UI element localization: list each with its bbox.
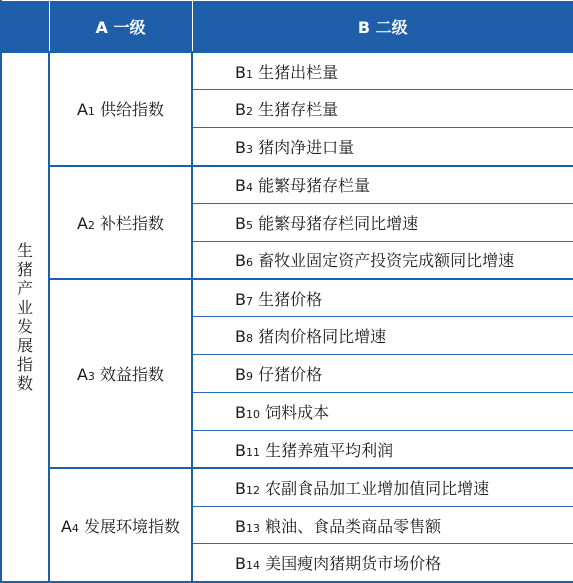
level-a-cell [49,166,192,280]
level-b-label: B13 粮油、食品类商品零售额 [235,516,442,536]
level-a-label: A4 发展环境指数 [60,516,181,536]
level-b-label: B4 能繁母猪存栏量 [235,176,371,196]
level-b-label: B2 生猪存栏量 [235,100,339,120]
level-b-label: B9 仔猪价格 [235,365,323,385]
level-b-cell [192,393,573,431]
level-b-label: B6 畜牧业固定资产投资完成额同比增速 [235,251,515,271]
level-b-label: B10 饲料成本 [235,403,330,423]
header-corner-cell [1,1,49,53]
level-b-cell [192,468,573,506]
level-b-label: B12 农副食品加工业增加值同比增速 [235,478,490,498]
root-index-cell [1,52,49,582]
table-row [1,468,573,506]
level-b-cell [192,203,573,241]
header-level-b: B 二级 [192,1,573,53]
root-index-label: 生猪产业发展指数 [16,240,33,393]
level-b-label: B1 生猪出栏量 [235,62,339,82]
level-b-cell [192,90,573,128]
level-a-label: A2 补栏指数 [76,213,165,233]
level-b-label: B5 能繁母猪存栏同比增速 [235,213,419,233]
level-b-cell [192,544,573,582]
level-b-cell [192,317,573,355]
level-b-label: B11 生猪养殖平均利润 [235,440,394,460]
level-b-cell [192,52,573,90]
table-header-row [1,1,573,53]
level-a-cell [49,52,192,166]
header-level-a: A 一级 [49,1,192,53]
level-b-cell [192,355,573,393]
table-row [1,279,573,317]
level-b-label: B3 猪肉净进口量 [235,137,355,157]
table-row [1,166,573,204]
level-b-cell [192,279,573,317]
level-b-label: B14 美国瘦肉猪期货市场价格 [235,554,442,574]
level-a-cell [49,468,192,582]
level-b-label: B7 生猪价格 [235,289,323,309]
level-b-cell [192,506,573,544]
level-b-label: B8 猪肉价格同比增速 [235,327,387,347]
level-b-cell [192,241,573,279]
table-row [1,52,573,90]
level-a-cell [49,279,192,468]
level-b-cell [192,128,573,166]
level-a-label: A1 供给指数 [76,100,165,120]
level-b-cell [192,430,573,468]
level-b-cell [192,166,573,204]
level-a-label: A3 效益指数 [76,365,165,385]
